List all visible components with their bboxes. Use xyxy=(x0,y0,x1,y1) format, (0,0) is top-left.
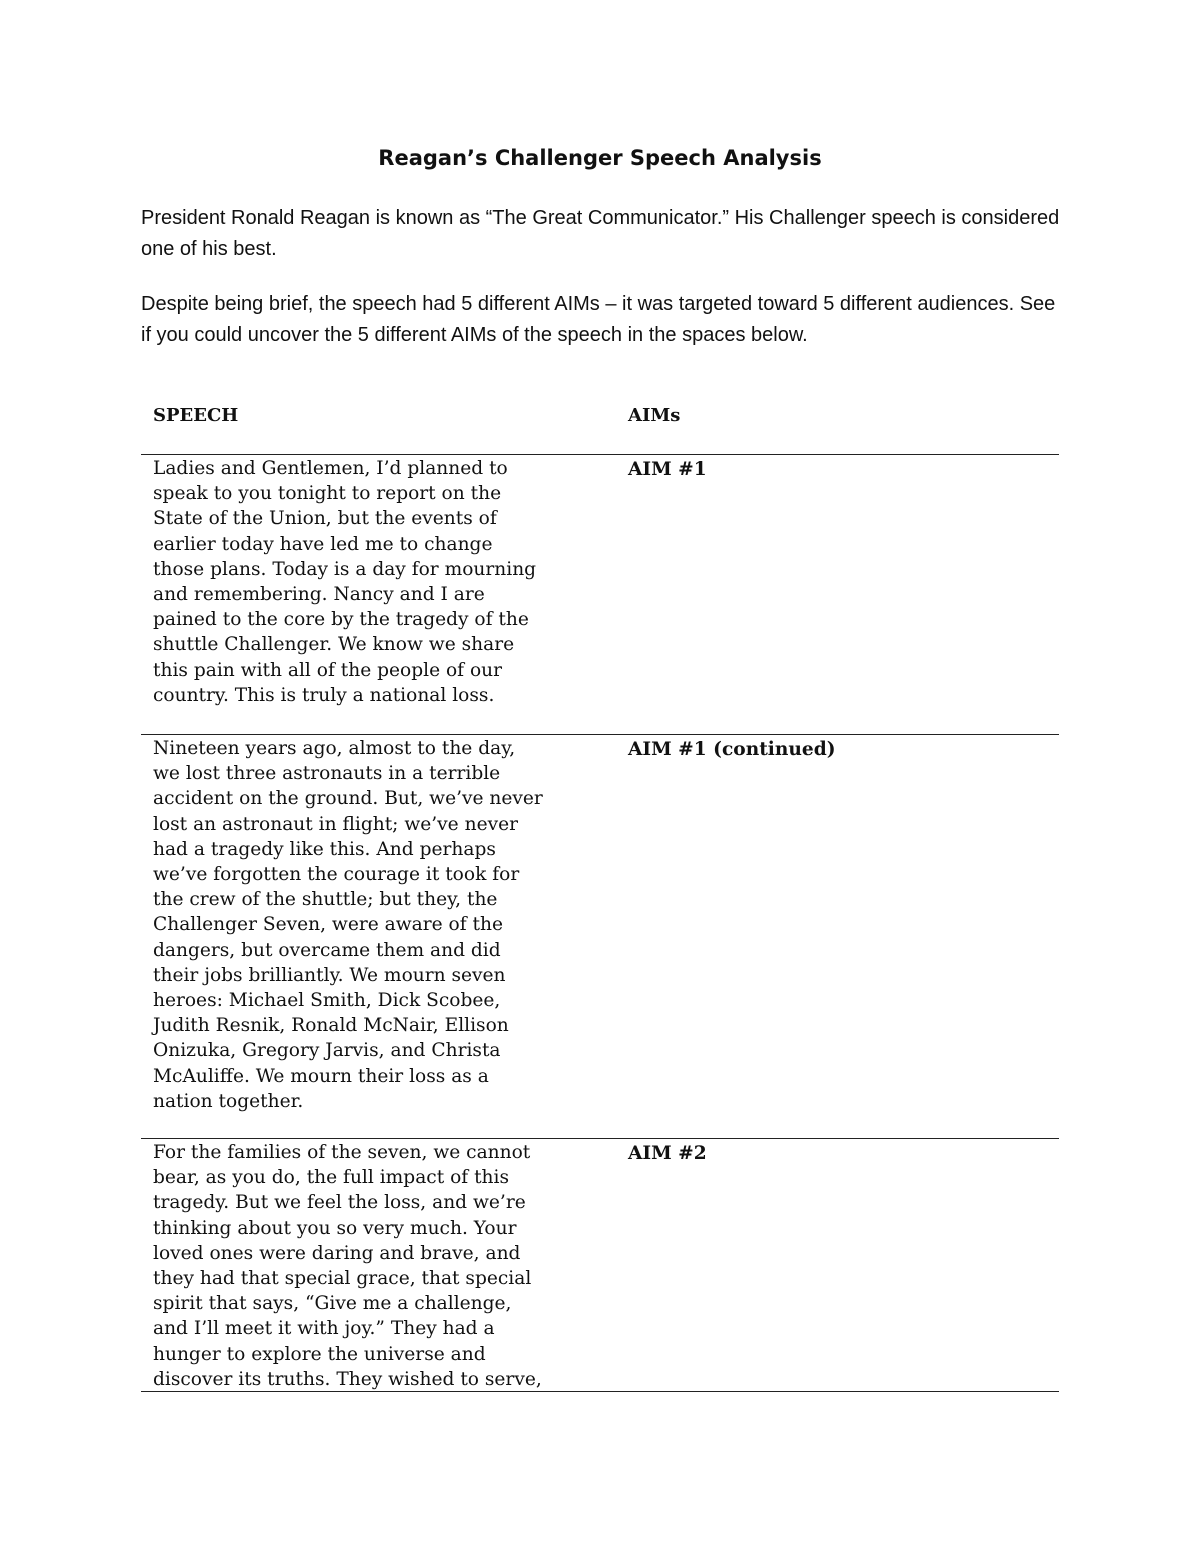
speech-excerpt: Nineteen years ago, almost to the day, we lost three astronauts in a terrible accident on the ground. But, we’ve never lost an astronaut in flight; we’ve never had a tragedy like this. And perhaps we’ve forgotten the courage it took for the crew of the shuttle; but they, the Challenger Seven, were aware of the dangers, but overcame them and did their jobs brilliantly. We mourn seven heroes: Michael Smith, Dick Scobee, Judith Resnik, Ronald McNair, Ellison Onizuka, Gregory Jarvis, and Christa McAuliffe. We mourn their loss as a nation together. xyxy=(153,738,543,1112)
aim-label: AIM #2 xyxy=(628,1143,707,1164)
table-row xyxy=(141,1140,1059,1392)
table-row xyxy=(141,736,1059,1139)
intro-paragraph: President Ronald Reagan is known as “The Great Communicator.” His Challenger speech is considered one of his best. xyxy=(141,207,1060,260)
speech-excerpt: For the families of the seven, we cannot bear, as you do, the full impact of this tragedy. But we feel the loss, and we’re thinking about you so very much. Your loved ones were daring and brave, and they had that special grace, that special spirit that says, “Give me a challenge, and I’ll meet it with joy.” They had a hunger to explore the universe and discover its truths. They wished to serve, xyxy=(153,1142,542,1390)
document-title: Reagan’s Challenger Speech Analysis xyxy=(378,146,822,170)
table-header-row xyxy=(141,400,1059,455)
speech-excerpt: Ladies and Gentlemen, I’d planned to speak to you tonight to report on the State of the Union, but the events of earlier today have led me to change those plans. Today is a day for mourning and remembering. Nancy and I are pained to the core by the tragedy of the shuttle Challenger. We know we share this pain with all of the people of our country. This is truly a national loss. xyxy=(153,458,537,706)
speech-column-header: SPEECH xyxy=(153,405,239,426)
instructions-paragraph: Despite being brief, the speech had 5 different AIMs – it was targeted toward 5 different audiences. See if you could uncover the 5 different AIMs of the speech in the spaces below. xyxy=(141,293,1056,346)
table-row xyxy=(141,456,1059,735)
aim-label: AIM #1 xyxy=(628,459,707,480)
aim-label: AIM #1 (continued) xyxy=(628,739,836,760)
aims-column-header: AIMs xyxy=(628,405,681,426)
